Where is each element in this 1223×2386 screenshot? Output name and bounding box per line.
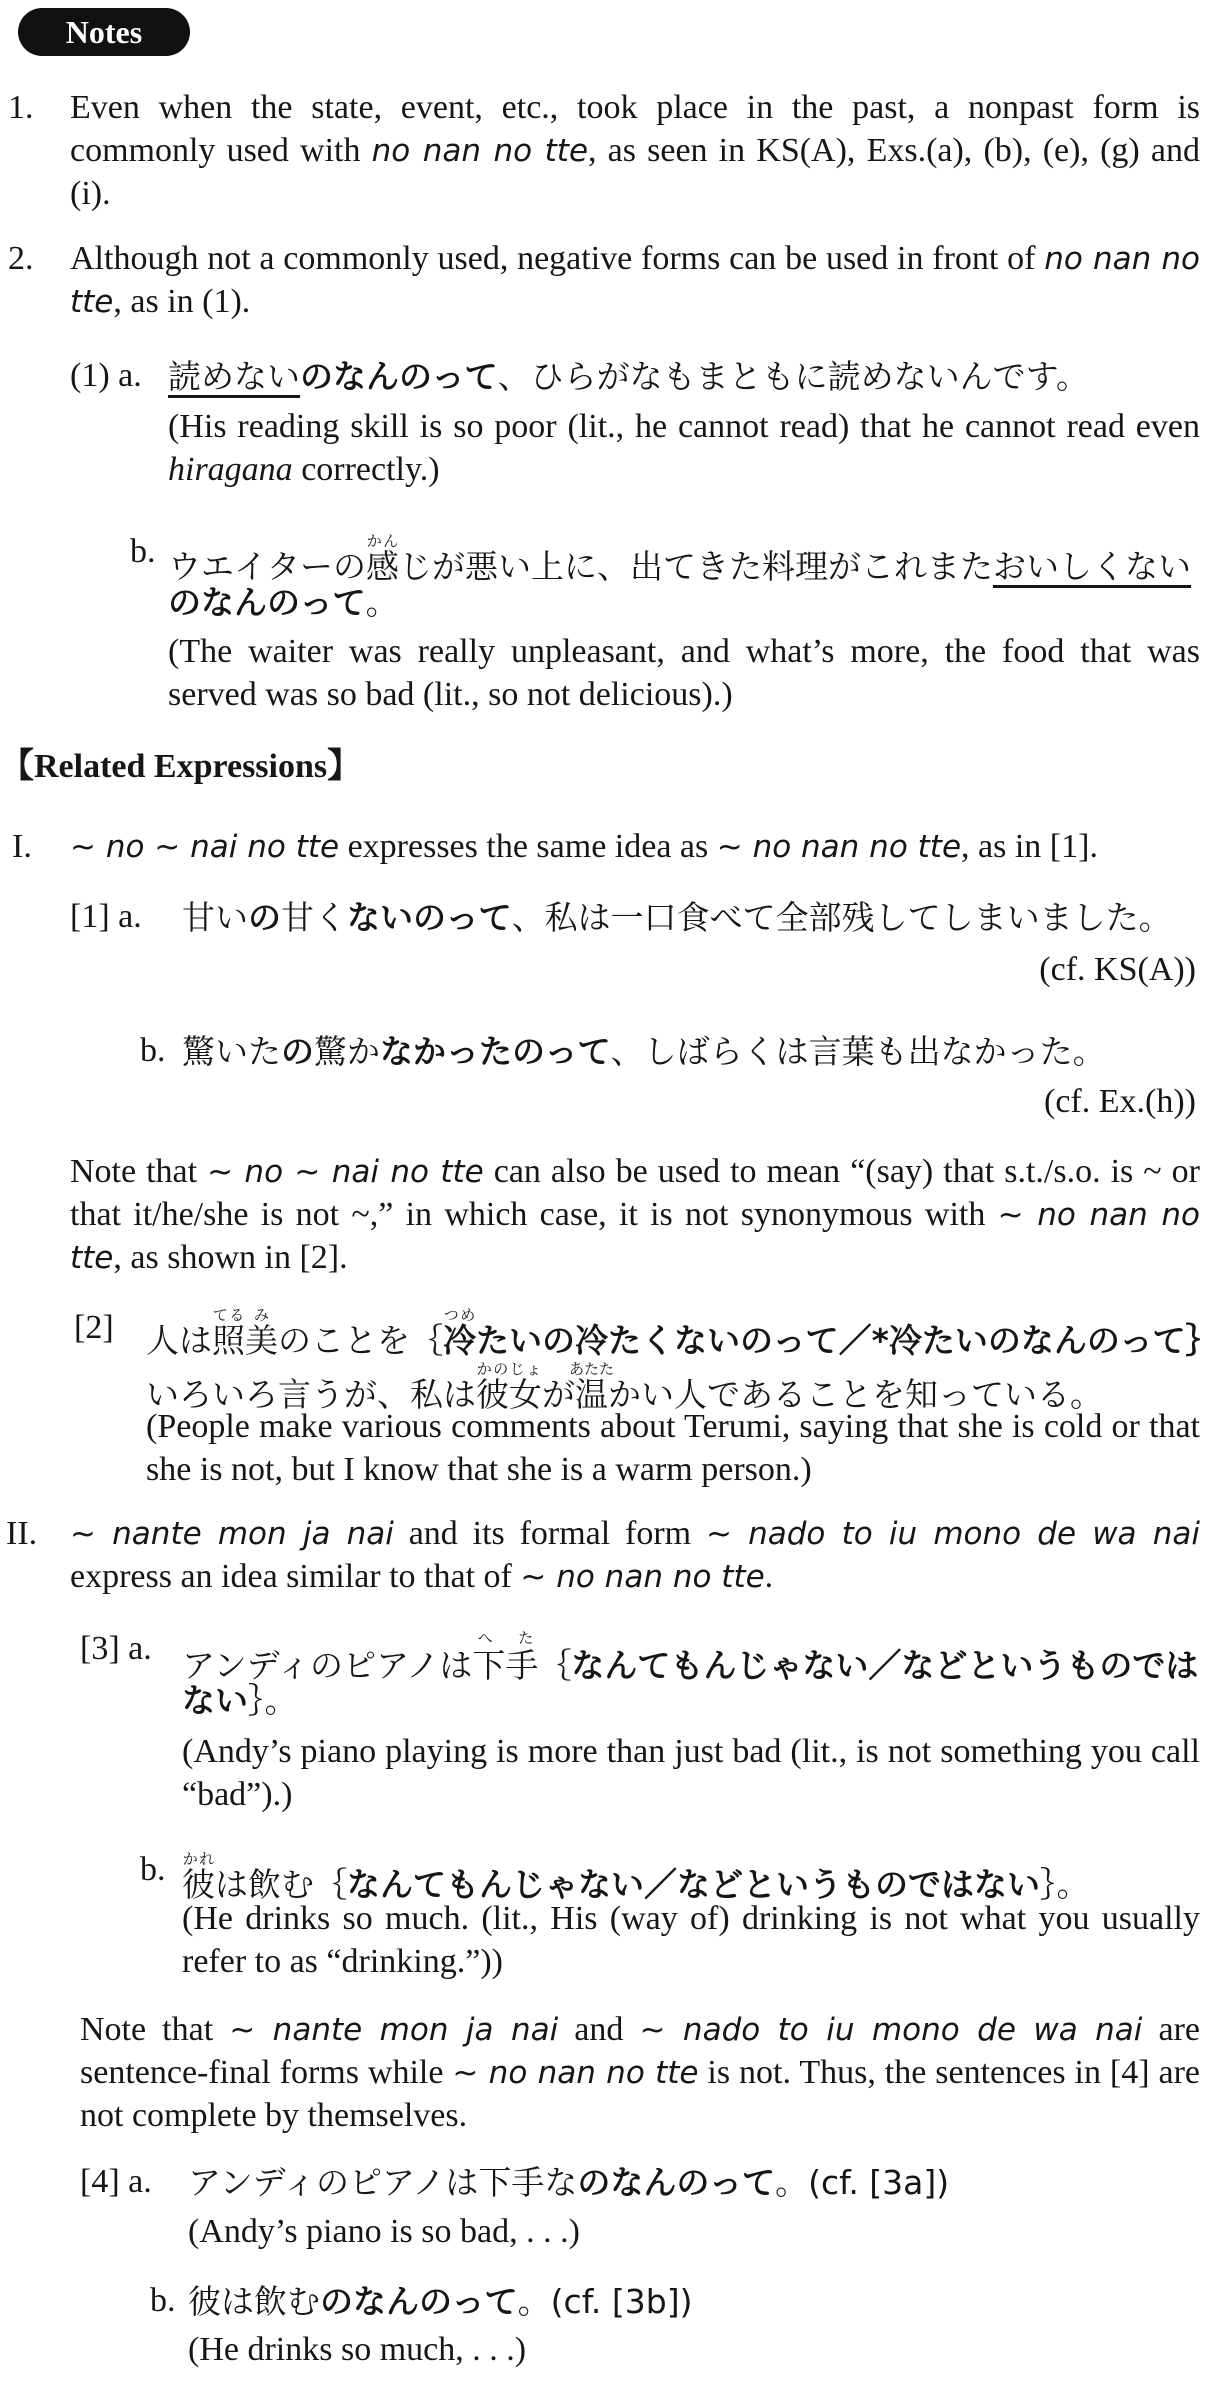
example-r4a-end: 。(cf. [3a])	[775, 2163, 950, 2202]
example-r2-translation: (People make various comments about Terumi, saying that she is cold or that she is not, but I know that she is a warm person.)	[146, 1408, 1200, 1489]
example-r1-label: [1] a.	[70, 898, 142, 935]
example-1a-underlined: 読めない	[168, 357, 300, 396]
example-r3b-pre: は飲む｛	[215, 1865, 347, 1904]
example-r2-l1a: 人は	[146, 1321, 212, 1360]
example-r4-label: [4] a.	[80, 2163, 152, 2200]
note-2-text-a: Although not a commonly used, negative forms can be used in front of	[70, 240, 1045, 277]
example-1b-bold: のなんのって	[168, 583, 366, 622]
example-1a-translation	[168, 405, 1200, 491]
related-2-romaji-c: ~ no nan no tte	[520, 1559, 765, 1596]
example-1b-translation: (The waiter was really unpleasant, and what’s more, the food that was served was so bad (lit., so not delicious).)	[168, 633, 1200, 714]
example-r1b-label: b.	[140, 1032, 166, 1069]
example-1-label: (1) a.	[70, 357, 142, 394]
note-2-romaji: no nan no tte	[70, 241, 1200, 321]
note-1-text-b: , as seen in KS(A), Exs.(a), (b), (e), (g) and (i).	[70, 132, 1200, 213]
example-1a-bold: のなんのって	[300, 357, 498, 396]
example-1b-end: 。	[365, 583, 399, 622]
example-r2-r1: てる	[212, 1306, 245, 1324]
related-2-romaji-a: ~ nante mon ja nai	[70, 1516, 394, 1552]
related-2-text	[70, 1512, 1200, 1598]
note-1-number: 1.	[8, 89, 34, 126]
example-1b-japanese-line2	[168, 582, 399, 624]
note-2-text	[70, 237, 1200, 323]
example-r3a-kanji: 下手	[472, 1646, 539, 1685]
note-2-text-b: , as in (1).	[113, 283, 251, 321]
example-r1b-bold1: の	[281, 1032, 314, 1071]
related-2-note-c: are sentence-final forms while	[80, 2011, 1201, 2092]
example-r4a-translation: (Andy’s piano is so bad, . . .)	[188, 2213, 580, 2250]
related-1-note	[70, 1150, 1200, 1280]
related-1-romaji-b: ~ no nan no tte	[716, 829, 962, 865]
example-r4b-label: b.	[150, 2282, 176, 2319]
example-1a-translation-b: correctly.)	[292, 451, 440, 489]
example-r1a-bold1: の	[248, 898, 281, 937]
example-1a-translation-italic: hiragana	[168, 451, 293, 489]
related-2-romaji-b: ~ nado to iu mono de wa nai	[705, 1516, 1200, 1552]
related-2-text-c: .	[764, 1558, 774, 1596]
note-2-number: 2.	[8, 240, 34, 277]
example-r4b-japanese	[188, 2281, 692, 2323]
example-r1a-cf: (cf. KS(A))	[1039, 951, 1196, 988]
example-1a-rest: 、ひらがなもまともに読めないんです。	[497, 357, 1090, 396]
example-r1a-part1: 甘い	[182, 898, 248, 937]
example-r3a-ruby: へ た	[472, 1629, 539, 1647]
example-r3a-bold2: ない	[182, 1681, 248, 1720]
example-r3a-brace: ｛	[538, 1646, 572, 1685]
note-1-romaji: no nan no tte	[371, 133, 589, 170]
example-1b-mid: じが悪い上に、出てきた料理がこれまた	[399, 547, 993, 586]
example-r3b-label: b.	[140, 1851, 166, 1888]
related-2-text-a: and its formal form	[393, 1515, 706, 1552]
related-1-romaji-a: ~ no ~ nai no tte	[70, 829, 340, 865]
example-r2-l1b: のことを｛	[278, 1321, 443, 1360]
example-r1b-japanese	[182, 1031, 1106, 1073]
related-1-text-a: expresses the same idea as	[339, 828, 717, 865]
related-2-note-romaji-c: ~ no nan no tte	[452, 2055, 699, 2092]
example-r3b-end: ｝。	[1040, 1865, 1090, 1904]
example-1b-underlined: おいしくない	[993, 547, 1191, 586]
example-r2-l2b: が	[542, 1375, 575, 1414]
example-r1b-part2: 驚か	[314, 1032, 380, 1071]
example-r3a-pre: アンディのピアノは	[182, 1646, 473, 1685]
related-1-number: I.	[12, 828, 32, 865]
related-2-note	[80, 2008, 1200, 2138]
example-r2-k4: 彼女	[476, 1375, 542, 1414]
example-r4a-bold: のなんのって	[577, 2163, 776, 2202]
example-r2-r5: あたた	[569, 1360, 615, 1378]
example-r3b-bold: なんてもんじゃない／などというものではない	[347, 1865, 1040, 1904]
example-1a-translation-a: (His reading skill is so poor (lit., he cannot read) that he cannot read even	[168, 408, 1200, 445]
example-r2-l1c: たいの冷たくないのって／*冷たいのなんのって｝	[476, 1321, 1219, 1360]
example-r4b-end: 。(cf. [3b])	[517, 2282, 693, 2321]
example-r3b-kanji: 彼	[182, 1865, 215, 1904]
example-r2-r3: つめ	[443, 1306, 476, 1324]
example-r3a-translation: (Andy’s piano playing is more than just bad (lit., is not something you call “bad”).)	[182, 1733, 1200, 1814]
example-r2-k5: 温	[569, 1375, 614, 1414]
example-r1a-bold2: ないのって	[347, 898, 512, 937]
example-r3a-end: ｝。	[248, 1681, 298, 1720]
example-r4b-pre: 彼は飲む	[188, 2282, 320, 2321]
example-r1a-part2: 甘く	[281, 898, 347, 937]
example-1b-ruby: かん	[366, 532, 399, 550]
related-2-note-a: Note that	[80, 2011, 230, 2048]
related-1-note-romaji-b: ~ no nan no tte	[70, 1197, 1200, 1277]
related-1-note-romaji-a: ~ no ~ nai no tte	[207, 1154, 484, 1190]
example-r3b-ruby: かれ	[182, 1850, 215, 1868]
example-r4a-japanese	[188, 2162, 949, 2204]
example-r1b-part3: 、しばらくは言葉も出なかった。	[610, 1032, 1106, 1071]
example-r3b-translation: (He drinks so much. (lit., His (way of) drinking is not what you usually refer to as “drinking.”))	[182, 1900, 1200, 1981]
example-r2-r2: み	[245, 1306, 278, 1324]
related-1-text-b: , as in [1].	[961, 828, 1098, 865]
example-r4a-pre: アンディのピアノは下手な	[188, 2163, 578, 2202]
related-expressions-heading: 【Related Expressions】	[0, 748, 362, 785]
example-r4b-bold: のなんのって	[320, 2282, 518, 2321]
example-1b-pre: ウエイターの	[168, 547, 366, 586]
example-r2-r4: かのじょ	[476, 1360, 542, 1378]
example-r2-k3: 冷	[443, 1321, 476, 1360]
example-r4b-translation: (He drinks so much, . . .)	[188, 2331, 527, 2368]
related-2-note-romaji-a: ~ nante mon ja nai	[229, 2012, 559, 2048]
note-1-text	[70, 86, 1200, 216]
example-r1b-part1: 驚いた	[182, 1032, 281, 1071]
example-r3-label: [3] a.	[80, 1630, 152, 1667]
example-r2-label: [2]	[74, 1309, 114, 1346]
example-1a-japanese	[168, 356, 1089, 398]
example-r2-l2c: かい人であることを知っている。	[608, 1375, 1103, 1414]
example-r2-l2a: いろいろ言うが、私は	[146, 1375, 476, 1414]
notes-badge: Notes	[18, 8, 190, 56]
example-r3a-bold: なんてもんじゃない／などというものでは	[571, 1646, 1199, 1685]
example-r3a-japanese-line1	[182, 1629, 1198, 1687]
example-1b-label: b.	[130, 533, 156, 570]
example-r1b-cf: (cf. Ex.(h))	[1044, 1083, 1196, 1120]
example-1b-japanese-line1	[168, 532, 1191, 588]
example-r2-line1	[146, 1306, 1219, 1362]
example-1b-kanji: 感	[366, 547, 399, 586]
related-1-text	[70, 825, 1200, 868]
related-2-note-romaji-b: ~ nado to iu mono de wa nai	[639, 2012, 1143, 2048]
example-r1a-part3: 、私は一口食べて全部残してしまいました。	[511, 898, 1172, 937]
related-2-number: II.	[6, 1515, 38, 1552]
related-2-text-b: express an idea similar to that of	[70, 1558, 521, 1596]
related-1-note-b: can also be used to mean “(say) that s.t./s.o. is ~ or that it/he/she is not ~,” in which case, it is not synonymous with	[70, 1153, 1201, 1234]
example-r2-k2: 美	[245, 1321, 278, 1360]
example-r1a-japanese	[182, 897, 1172, 939]
example-r3a-japanese-line2	[182, 1680, 298, 1722]
related-1-note-c: , as shown in [2].	[113, 1239, 348, 1277]
example-r2-k1: 照	[212, 1321, 245, 1360]
related-2-note-d: is not. Thus, the sentences in [4] are not complete by themselves.	[80, 2054, 1200, 2135]
example-r1b-bold2: なかったのって	[380, 1032, 611, 1071]
related-2-note-b: and	[558, 2011, 640, 2048]
note-1-text-a: Even when the state, event, etc., took place in the past, a nonpast form is commonly used with	[70, 89, 1200, 170]
related-1-note-a: Note that	[70, 1153, 208, 1190]
